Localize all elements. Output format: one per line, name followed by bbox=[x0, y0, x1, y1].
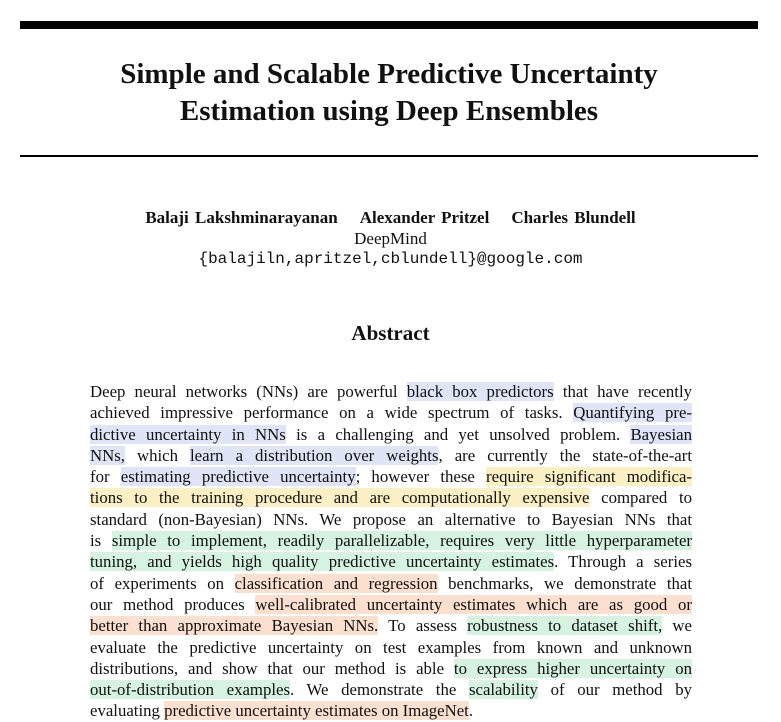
highlight-blue: dictive uncertainty in NNs bbox=[90, 424, 286, 444]
abstract-line bbox=[90, 424, 692, 445]
abstract-body bbox=[90, 381, 692, 722]
author-block bbox=[0, 207, 781, 270]
abstract-line bbox=[90, 509, 692, 530]
author-names bbox=[0, 207, 781, 228]
highlight-green: out-of-distribution examples bbox=[90, 680, 291, 700]
highlight-blue: black box predictors bbox=[406, 382, 554, 401]
abstract-line bbox=[90, 658, 692, 679]
abstract-text: that have recently bbox=[553, 382, 692, 401]
abstract-text: evaluate the predictive uncertainty on test examples from known and unknown bbox=[90, 637, 692, 657]
abstract-line bbox=[90, 530, 692, 551]
highlight-blue: estimating predictive uncertainty bbox=[120, 467, 356, 487]
abstract-text: of experiments on bbox=[90, 573, 235, 593]
title-line-1: Simple and Scalable Predictive Uncertainty bbox=[120, 58, 658, 90]
highlight-green: robustness to dataset shift, bbox=[467, 616, 663, 636]
abstract-text: . We demonstrate the bbox=[290, 680, 469, 700]
abstract-text: compared to bbox=[589, 488, 692, 508]
abstract-text: evaluating bbox=[90, 701, 165, 721]
highlight-green: scalability bbox=[468, 680, 538, 700]
highlight-orange: predictive uncertainty estimates on ImageNet bbox=[164, 701, 469, 721]
title-line-2: Estimation using Deep Ensembles bbox=[179, 95, 599, 127]
abstract-line bbox=[90, 551, 692, 572]
abstract-heading: Abstract bbox=[351, 321, 430, 345]
abstract-text: of our method by bbox=[537, 680, 692, 700]
highlight-green: to express higher uncertainty on bbox=[453, 658, 692, 678]
abstract-text: our method produces bbox=[90, 594, 256, 614]
highlight-yellow: tions to the training procedure and are computationally expensive bbox=[90, 488, 590, 508]
highlight-blue: learn a distribution over weights bbox=[190, 445, 439, 465]
highlight-green: tuning, and yields high quality predictive uncertainty estimates bbox=[90, 552, 555, 572]
abstract-text: standard (non-Bayesian) NNs. We propose an alternative to Bayesian NNs that bbox=[90, 509, 692, 529]
abstract-line bbox=[90, 381, 692, 402]
top-rule bbox=[20, 21, 758, 29]
abstract-text: Deep neural networks (NNs) are powerful bbox=[90, 382, 407, 401]
abstract-text: we bbox=[662, 616, 692, 636]
abstract-text: is bbox=[90, 531, 112, 551]
abstract-line bbox=[90, 637, 692, 658]
author-emails: {balajiln,apritzel,cblundell}@google.com bbox=[198, 250, 583, 268]
abstract-text: achieved impressive performance on a wide spectrum of tasks. bbox=[90, 403, 574, 423]
highlight-blue: Bayesian bbox=[630, 424, 692, 444]
abstract-text: is a challenging and yet unsolved problem. bbox=[285, 424, 631, 444]
highlight-blue: NNs, bbox=[90, 445, 125, 465]
abstract-text: ; however these bbox=[355, 467, 487, 487]
abstract-line bbox=[90, 679, 692, 700]
abstract-line bbox=[90, 573, 692, 594]
highlight-green: simple to implement, readily parallelizable, requires very little hyperparameter bbox=[111, 531, 692, 551]
author-3: Charles Blundell bbox=[511, 208, 636, 227]
abstract-text: for bbox=[90, 467, 121, 487]
highlight-orange: well-calibrated uncertainty estimates which are as good or bbox=[255, 594, 692, 614]
author-1: Balaji Lakshminarayanan bbox=[145, 208, 338, 227]
abstract-line bbox=[90, 445, 692, 466]
abstract-line bbox=[90, 402, 692, 423]
paper-title bbox=[20, 56, 758, 130]
abstract-line bbox=[90, 466, 692, 487]
abstract-line bbox=[90, 615, 692, 636]
abstract-text: benchmarks, we demonstrate that bbox=[437, 573, 692, 593]
highlight-orange: better than approximate Bayesian NNs. bbox=[90, 616, 379, 636]
abstract-line bbox=[90, 700, 692, 721]
abstract-text: . bbox=[468, 701, 474, 721]
author-2: Alexander Pritzel bbox=[359, 208, 490, 227]
abstract-text: To assess bbox=[378, 616, 468, 636]
abstract-text: which bbox=[124, 445, 191, 465]
highlight-orange: classification and regression bbox=[234, 573, 438, 593]
highlight-yellow: require significant modifica- bbox=[486, 467, 692, 487]
highlight-blue: Quantifying pre- bbox=[573, 403, 692, 423]
abstract-line bbox=[90, 487, 692, 508]
abstract-text: , are currently the state-of-the-art bbox=[438, 445, 692, 465]
affiliation: DeepMind bbox=[354, 229, 427, 248]
abstract-text: . Through a series bbox=[554, 552, 692, 572]
abstract-line bbox=[90, 594, 692, 615]
title-bottom-rule bbox=[20, 155, 758, 157]
abstract-text: distributions, and show that our method is able bbox=[90, 658, 454, 678]
